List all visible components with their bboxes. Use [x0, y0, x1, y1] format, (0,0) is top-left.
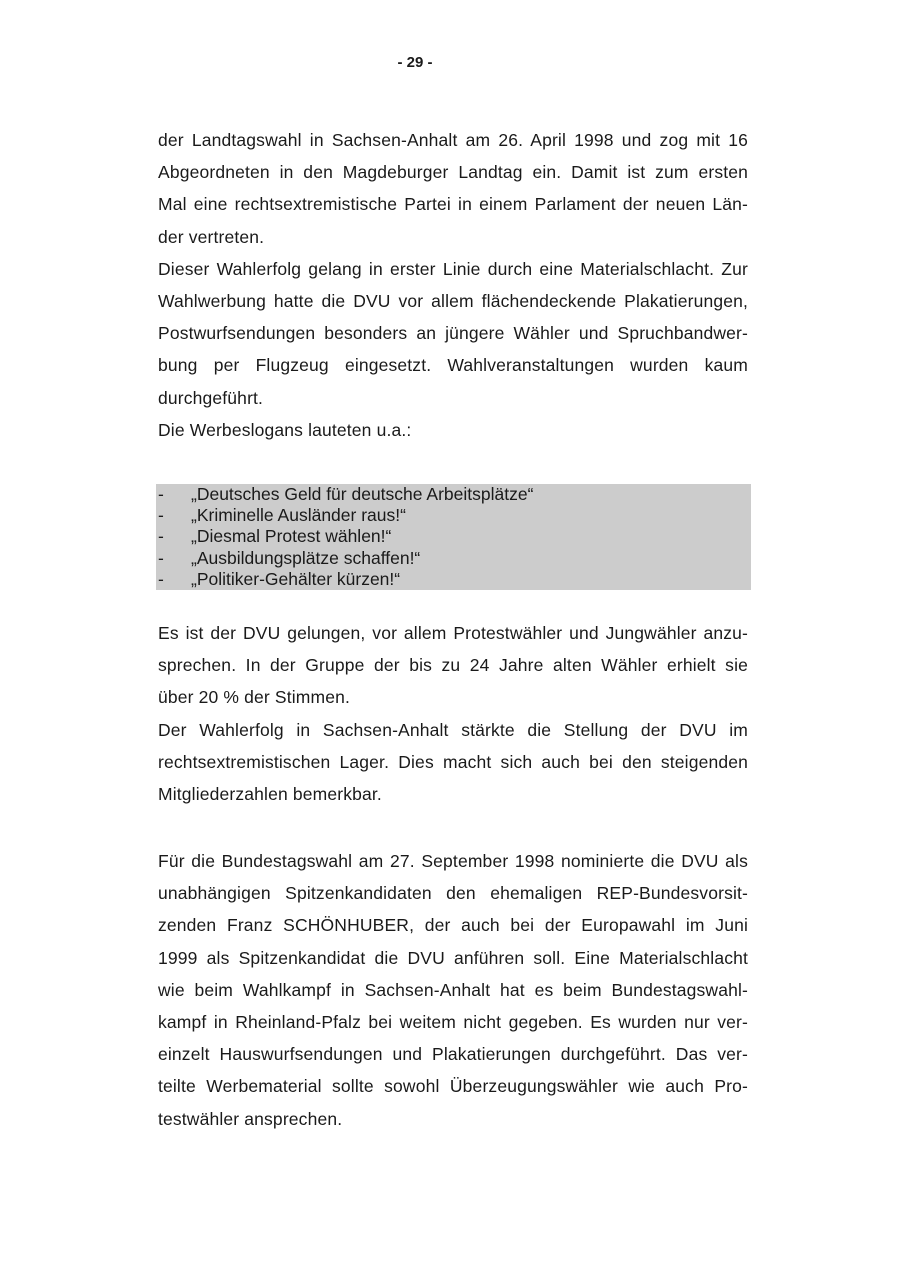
list-item — [156, 569, 751, 590]
paragraph-landtagswahl — [158, 124, 748, 253]
text-line: testwähler ansprechen. — [158, 1108, 343, 1129]
text-line: Wahlwerbung hatte die DVU vor allem flächendeckende Plakatierungen, — [158, 291, 748, 312]
paragraph-wahlerfolg — [158, 253, 748, 414]
slogan-list — [156, 484, 751, 590]
text-block-bottom — [158, 845, 748, 1135]
text-line: kampf in Rheinland-Pfalz bei weitem nicht gegeben. Es wurden nur ver- — [158, 1012, 748, 1033]
list-item — [156, 484, 751, 505]
text-line: teilte Werbematerial sollte sowohl Überzeugungswähler wie auch Pro- — [158, 1076, 748, 1097]
slogan-text: „Diesmal Protest wählen!“ — [191, 526, 392, 547]
list-item — [156, 548, 751, 569]
text-line: Mal eine rechtsextremistische Partei in einem Parlament der neuen Län- — [158, 194, 748, 215]
text-line: sprechen. In der Gruppe der bis zu 24 Jahre alten Wähler erhielt sie — [158, 655, 748, 676]
text-line: Für die Bundestagswahl am 27. September 1998 nominierte die DVU als — [158, 851, 748, 871]
list-dash: - — [158, 547, 164, 568]
text-line: Dieser Wahlerfolg gelang in erster Linie durch eine Materialschlacht. Zur — [158, 258, 748, 279]
paragraph-werbeslogans-intro — [158, 414, 748, 446]
slogan-text: „Deutsches Geld für deutsche Arbeitsplätze“ — [191, 484, 534, 504]
text-line: der Landtagswahl in Sachsen-Anhalt am 26. April 1998 und zog mit 16 — [158, 130, 748, 150]
text-line: einzelt Hauswurfsendungen und Plakatierungen durchgeführt. Das ver- — [158, 1044, 748, 1065]
list-item — [156, 505, 751, 526]
slogan-text: „Ausbildungsplätze schaffen!“ — [191, 547, 421, 568]
text-line: Mitgliederzahlen bemerkbar. — [158, 784, 382, 805]
list-item — [156, 526, 751, 547]
page-number: - 29 - — [397, 54, 433, 71]
text-line: 1999 als Spitzenkandidat die DVU anführen soll. Eine Materialschlacht — [158, 947, 748, 968]
text-line: Es ist der DVU gelungen, vor allem Protestwähler und Jungwähler anzu- — [158, 623, 748, 643]
list-dash: - — [158, 568, 164, 589]
list-dash: - — [158, 505, 164, 526]
text-line: durchgeführt. — [158, 387, 264, 408]
text-line: bung per Flugzeug eingesetzt. Wahlveranstaltungen wurden kaum — [158, 355, 748, 376]
text-block-top — [158, 124, 748, 446]
text-line: wie beim Wahlkampf in Sachsen-Anhalt hat es beim Bundestagswahl- — [158, 979, 748, 1000]
text-line: Der Wahlerfolg in Sachsen-Anhalt stärkte die Stellung der DVU im — [158, 719, 748, 740]
paragraph-stellung-dvu — [158, 714, 748, 811]
text-line: über 20 % der Stimmen. — [158, 687, 350, 708]
text-line: Postwurfsendungen besonders an jüngere Wähler und Spruchbandwer- — [158, 323, 748, 344]
text-line: Die Werbeslogans lauteten u.a.: — [158, 419, 412, 440]
text-line: rechtsextremistischen Lager. Dies macht sich auch bei den steigenden — [158, 751, 748, 772]
text-block-middle — [158, 617, 748, 810]
text-line: der vertreten. — [158, 226, 265, 247]
text-line: Abgeordneten in den Magdeburger Landtag ein. Damit ist zum ersten — [158, 162, 748, 183]
text-line: zenden Franz SCHÖNHUBER, der auch bei der Europawahl im Juni — [158, 915, 748, 936]
list-dash: - — [158, 484, 164, 504]
slogan-text: „Kriminelle Ausländer raus!“ — [191, 505, 406, 526]
list-dash: - — [158, 526, 164, 547]
slogan-text: „Politiker-Gehälter kürzen!“ — [191, 568, 401, 589]
paragraph-bundestagswahl — [158, 845, 748, 1135]
text-line: unabhängigen Spitzenkandidaten den ehemaligen REP-Bundesvorsit- — [158, 883, 748, 904]
paragraph-protestwaehler — [158, 617, 748, 714]
